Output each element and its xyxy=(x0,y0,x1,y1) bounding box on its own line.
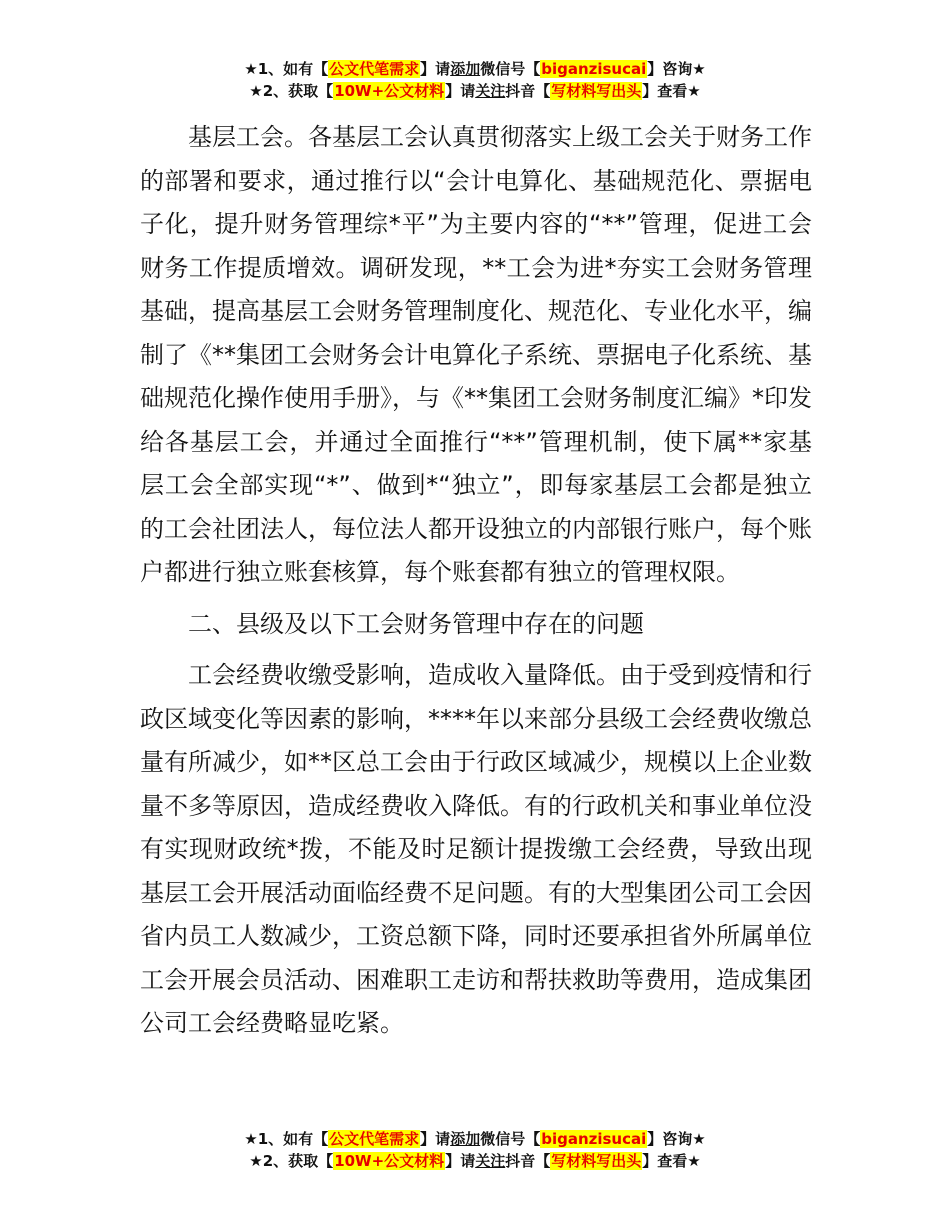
banner-highlight-ghostwriting: 公文代笔需求 xyxy=(329,60,420,78)
footer-highlight-materials: 10W+公文材料 xyxy=(334,1152,445,1170)
document-body xyxy=(140,116,812,1046)
banner-underline-add: 添加 xyxy=(450,60,481,78)
footer-highlight-wechat-id: biganzisucai xyxy=(541,1130,647,1148)
footer-underline-add: 添加 xyxy=(450,1130,481,1148)
banner-line-2: ★2、获取【10W+公文材料】请关注抖音【写材料写出头】查看★ xyxy=(249,82,701,100)
banner-underline-follow: 关注 xyxy=(475,82,506,100)
section-heading-problems: 二、县级及以下工会财务管理中存在的问题 xyxy=(188,609,644,638)
footer-banner-line-2: ★2、获取【10W+公文材料】请关注抖音【写材料写出头】查看★ xyxy=(249,1152,701,1170)
footer-banner xyxy=(0,1128,950,1172)
paragraph-grassroots-union: 基层工会。各基层工会认真贯彻落实上级工会关于财务工作的部署和要求，通过推行以“会计电算化、基础规范化、票据电子化，提升财务管理综*平”为主要内容的“**”管理，促进工会财务工作提质增效。调研发现，**工会为进*夯实工会财务管理基础，提高基层工会财务管理制度化、规范化、专业化水平，编制了《**集团工会财务会计电算化子系统、票据电子化系统、基础规范化操作使用手册》，与《**集团工会财务制度汇编》*印发给各基层工会，并通过全面推行“**”管理机制，使下属**家基层工会全部实现“*”、做到*“独立”，即每家基层工会都是独立的工会社团法人，每位法人都开设独立的内部银行账户，每个账户都进行独立账套核算，每个账套都有独立的管理权限。 xyxy=(140,123,812,586)
banner-highlight-douyin: 写材料写出头 xyxy=(551,82,642,100)
banner-highlight-materials: 10W+公文材料 xyxy=(334,82,445,100)
banner-highlight-wechat-id: biganzisucai xyxy=(541,60,647,78)
header-banner xyxy=(0,58,950,102)
footer-underline-follow: 关注 xyxy=(475,1152,506,1170)
paragraph-funding-issues: 工会经费收缴受影响，造成收入量降低。由于受到疫情和行政区域变化等因素的影响，****年以来部分县级工会经费收缴总量有所减少，如**区总工会由于行政区域减少，规模以上企业数量不多等原因，造成经费收入降低。有的行政机关和事业单位没有实现财政统*拨，不能及时足额计提拨缴工会经费，导致出现基层工会开展活动面临经费不足问题。有的大型集团公司工会因省内员工人数减少，工资总额下降，同时还要承担省外所属单位工会开展会员活动、困难职工走访和帮扶救助等费用，造成集团公司工会经费略显吃紧。 xyxy=(140,661,812,1037)
footer-highlight-ghostwriting: 公文代笔需求 xyxy=(329,1130,420,1148)
banner-line-1: ★1、如有【公文代笔需求】请添加微信号【biganzisucai】咨询★ xyxy=(244,60,706,78)
footer-highlight-douyin: 写材料写出头 xyxy=(551,1152,642,1170)
footer-banner-line-1: ★1、如有【公文代笔需求】请添加微信号【biganzisucai】咨询★ xyxy=(244,1130,706,1148)
